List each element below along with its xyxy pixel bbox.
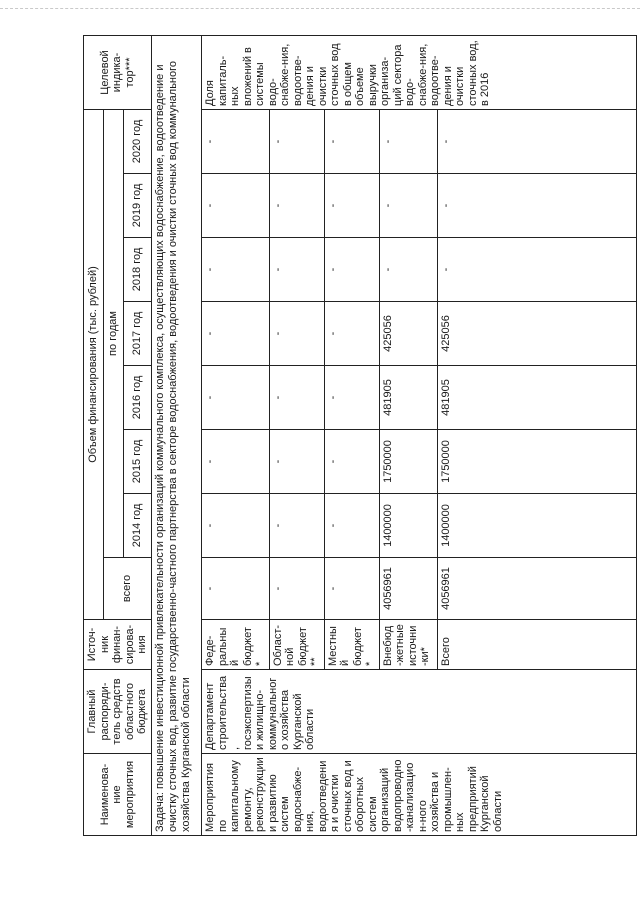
- year-cell: -: [202, 430, 270, 494]
- header-manager: Главный распоряди-тель средств областного бюджета: [84, 670, 152, 754]
- year-cell: -: [324, 238, 379, 302]
- event-cell: Мероприятия по капитальному ремонту, реконструкции и развитию систем водоснабже-ния, водоотведения и очистки сточных вод и оборотных систем организаций водопроводно-канализацион-ного хозяйства и промышлен-ных предприятий Курганской области: [202, 754, 637, 836]
- year-cell: -: [324, 174, 379, 238]
- header-year: 2015 год: [124, 430, 152, 494]
- year-cell: 1750000: [437, 430, 637, 494]
- task-row: [152, 35, 202, 835]
- year-cell: -: [269, 430, 324, 494]
- year-cell: -: [269, 302, 324, 366]
- year-cell: 481905: [437, 366, 637, 430]
- rotated-page-content: [83, 40, 637, 836]
- year-cell: -: [202, 494, 270, 558]
- total-cell: -: [202, 558, 270, 620]
- year-cell: 1400000: [379, 494, 437, 558]
- year-cell: -: [202, 366, 270, 430]
- header-year: 2019 год: [124, 174, 152, 238]
- year-cell: 1400000: [437, 494, 637, 558]
- year-cell: 425056: [437, 302, 637, 366]
- header-target: Целевой индика-тор***: [84, 35, 152, 109]
- source-cell: Всего: [437, 620, 637, 670]
- year-cell: 425056: [379, 302, 437, 366]
- year-cell: -: [324, 109, 379, 173]
- year-cell: -: [269, 174, 324, 238]
- header-year: 2014 год: [124, 494, 152, 558]
- year-cell: -: [269, 366, 324, 430]
- year-cell: -: [269, 494, 324, 558]
- total-cell: 4056961: [379, 558, 437, 620]
- header-total: всего: [104, 558, 152, 620]
- header-event-name: Наименова-ние мероприятия: [84, 754, 152, 836]
- year-cell: 1750000: [379, 430, 437, 494]
- target-cell: Доля капиталь-ных вложений в системы водо-снабже-ния, водоотве-дения и очистки сточных вод в общем объеме выручки организа-ций сектора водо-снабже-ния, водоотве-дения и очистки сточных вод, в 2016: [202, 35, 637, 109]
- table-row: [202, 35, 270, 835]
- year-cell: -: [437, 109, 637, 173]
- header-year: 2020 год: [124, 109, 152, 173]
- source-cell: Феде-ральный бюджет*: [202, 620, 270, 670]
- header-year: 2018 год: [124, 238, 152, 302]
- header-year: 2017 год: [124, 302, 152, 366]
- source-cell: Област-ной бюджет**: [269, 620, 324, 670]
- total-cell: -: [324, 558, 379, 620]
- year-cell: -: [269, 109, 324, 173]
- total-cell: 4056961: [437, 558, 637, 620]
- year-cell: -: [324, 430, 379, 494]
- header-funding: Объем финансирования (тыс. рублей): [84, 109, 104, 619]
- task-text: Задача: повышение инвестиционной привлекательности организаций коммунального комплекса, осуществляющих водоснабжение, водоотведение и очистку сточных вод, развитие государственно-частного партнерства в секторе водоснабжения, водоотведения и очистки сточных вод коммунального хозяйства Курганской области: [152, 35, 202, 835]
- year-cell: -: [324, 302, 379, 366]
- year-cell: -: [202, 109, 270, 173]
- page-number: [52, 0, 66, 452]
- year-cell: -: [202, 302, 270, 366]
- manager-cell: Департамент строительства, госэкспертизы и жилищно-коммунального хозяйства Курганской области: [202, 670, 637, 754]
- year-cell: -: [437, 174, 637, 238]
- source-cell: Местный бюджет*: [324, 620, 379, 670]
- source-cell: Внебюд-жетные источни-ки*: [379, 620, 437, 670]
- scan-edge-line: [0, 8, 640, 9]
- year-cell: -: [324, 494, 379, 558]
- year-cell: -: [379, 109, 437, 173]
- year-cell: -: [202, 174, 270, 238]
- header-row-1: [84, 35, 104, 835]
- year-cell: -: [324, 366, 379, 430]
- year-cell: -: [379, 174, 437, 238]
- year-cell: 481905: [379, 366, 437, 430]
- header-by-years: по годам: [104, 109, 124, 557]
- year-cell: -: [269, 238, 324, 302]
- funding-table: [83, 35, 637, 836]
- header-source: Источ-ник финан-сирова-ния: [84, 620, 152, 670]
- year-cell: -: [379, 238, 437, 302]
- year-cell: -: [202, 238, 270, 302]
- header-year: 2016 год: [124, 366, 152, 430]
- total-cell: -: [269, 558, 324, 620]
- year-cell: -: [437, 238, 637, 302]
